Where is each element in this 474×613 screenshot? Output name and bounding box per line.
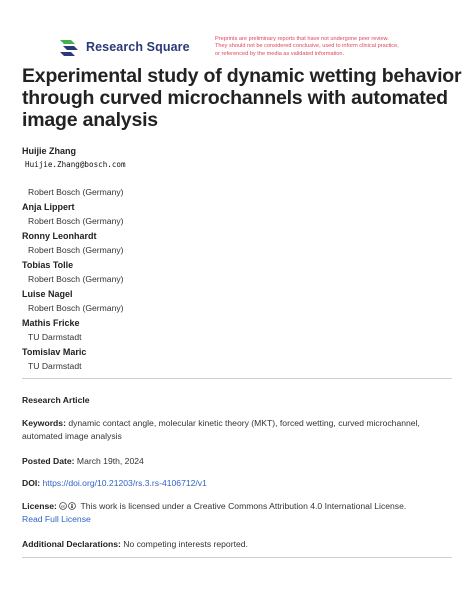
declarations-value: No competing interests reported. xyxy=(123,539,248,549)
author-list xyxy=(22,142,452,372)
doi xyxy=(22,477,452,490)
author-affiliation: Robert Bosch (Germany) xyxy=(28,274,124,284)
divider xyxy=(22,557,452,558)
author-affiliation: Robert Bosch (Germany) xyxy=(28,216,124,226)
preprint-notice xyxy=(215,36,435,58)
preprint-notice-line: or referenced by the media as validated information. xyxy=(215,50,345,57)
author-affiliation: TU Darmstadt xyxy=(28,361,82,371)
attribution-icon xyxy=(68,502,76,510)
author-name: Luise Nagel xyxy=(22,289,73,299)
keywords xyxy=(22,417,452,442)
posted-date-value: March 19th, 2024 xyxy=(76,456,144,466)
posted-date xyxy=(22,455,452,468)
license xyxy=(22,500,452,525)
author-email[interactable]: Huijie.Zhang@bosch.com xyxy=(25,160,126,169)
article-type-label: Research Article xyxy=(22,395,90,405)
author-affiliation: Robert Bosch (Germany) xyxy=(28,245,124,255)
license-label: License: xyxy=(22,501,57,511)
svg-text:cc: cc xyxy=(61,504,66,509)
article-type xyxy=(22,394,452,407)
license-text: This work is licensed under a Creative Commons Attribution 4.0 International License. xyxy=(80,501,407,511)
author-name: Huijie Zhang xyxy=(22,146,76,156)
additional-declarations xyxy=(22,538,452,551)
author-affiliation: Robert Bosch (Germany) xyxy=(28,303,124,313)
keywords-label: Keywords: xyxy=(22,418,66,428)
preprint-notice-line: They should not be considered conclusive, used to inform clinical practice, xyxy=(215,43,399,50)
posted-date-label: Posted Date: xyxy=(22,456,75,466)
author-name: Anja Lippert xyxy=(22,202,75,212)
doi-link[interactable]: https://doi.org/10.21203/rs.3.rs-4106712/v1 xyxy=(42,478,207,488)
article-title: Experimental study of dynamic wetting behavior through curved microchannels with automated image analysis xyxy=(22,65,462,131)
creative-commons-icons xyxy=(59,502,76,510)
divider xyxy=(22,378,452,379)
preprint-notice-line: Preprints are preliminary reports that have not undergone peer review. xyxy=(215,36,389,42)
author-name: Tomislav Maric xyxy=(22,347,87,357)
author-name: Tobias Tolle xyxy=(22,260,74,270)
author-name: Mathis Fricke xyxy=(22,318,80,328)
spacer xyxy=(22,170,452,184)
declarations-label: Additional Declarations: xyxy=(22,539,121,549)
read-full-license-link[interactable]: Read Full License xyxy=(22,513,91,524)
author-affiliation: Robert Bosch (Germany) xyxy=(28,187,124,197)
author-name: Ronny Leonhardt xyxy=(22,231,97,241)
logo-text: Research Square xyxy=(86,40,190,54)
author-affiliation: TU Darmstadt xyxy=(28,332,82,342)
research-square-logo[interactable] xyxy=(57,37,190,57)
research-square-logo-icon xyxy=(57,37,81,57)
doi-label: DOI: xyxy=(22,478,41,488)
creative-commons-icon xyxy=(59,502,67,510)
keywords-value: dynamic contact angle, molecular kinetic theory (MKT), forced wetting, curved microchannel, automated image analysis xyxy=(22,418,420,441)
